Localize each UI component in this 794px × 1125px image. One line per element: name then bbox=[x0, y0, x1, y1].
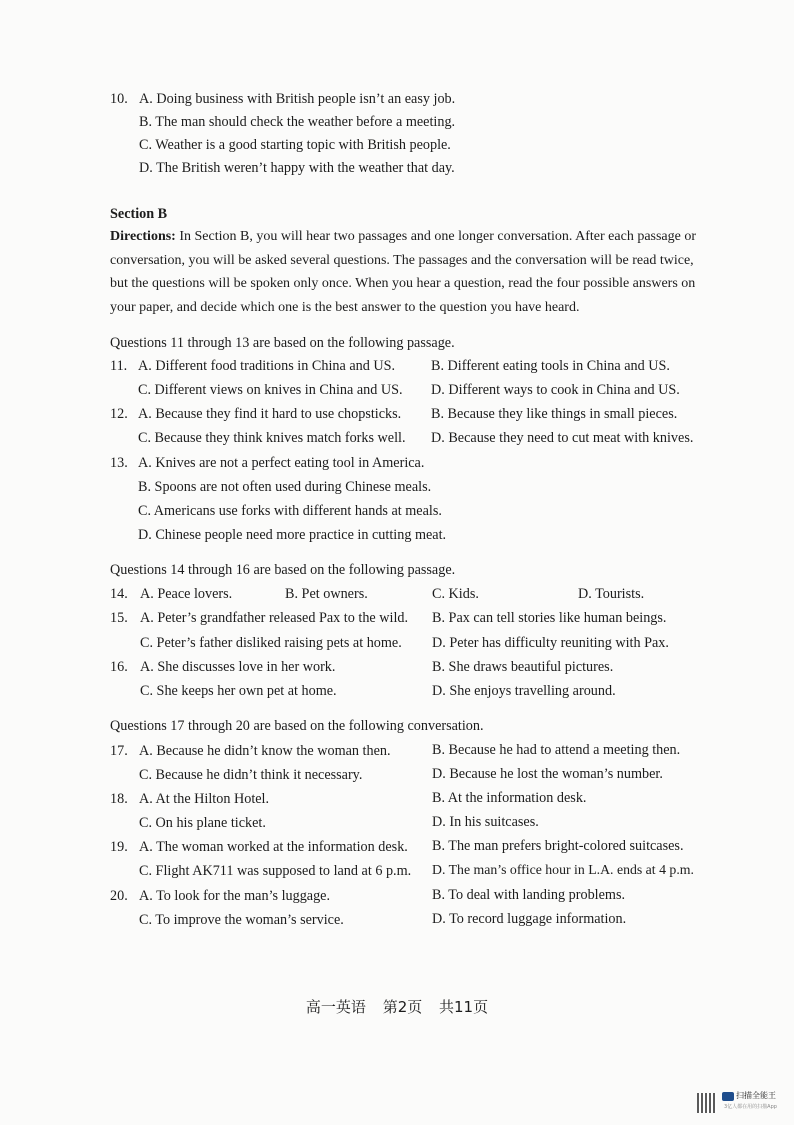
question-number: 14. bbox=[110, 586, 128, 602]
option-c: C. Kids. bbox=[432, 586, 479, 602]
question-number: 15. bbox=[110, 610, 128, 626]
option-a: A. The woman worked at the information desk. bbox=[139, 839, 408, 855]
option-b: B. The man should check the weather before a meeting. bbox=[139, 114, 456, 130]
option-b: B. She draws beautiful pictures. bbox=[432, 659, 614, 675]
option-d: D. To record luggage information. bbox=[432, 911, 627, 927]
option-d: D. Different ways to cook in China and US. bbox=[431, 382, 680, 398]
option-a: A. Doing business with British people isn’t an easy job. bbox=[139, 91, 456, 107]
option-c: C. Because he didn’t think it necessary. bbox=[139, 767, 363, 783]
qr-code-icon bbox=[697, 1093, 717, 1113]
option-a: A. Knives are not a perfect eating tool in America. bbox=[138, 455, 425, 471]
question-number: 16. bbox=[110, 659, 128, 675]
option-b: B. At the information desk. bbox=[432, 790, 587, 806]
group-intro: Questions 14 through 16 are based on the following passage. bbox=[110, 562, 456, 578]
option-d: D. Because they need to cut meat with knives. bbox=[431, 430, 694, 446]
question-number: 18. bbox=[110, 791, 128, 807]
option-b: B. Spoons are not often used during Chinese meals. bbox=[138, 479, 432, 495]
page-footer bbox=[0, 996, 794, 1017]
question-number: 13. bbox=[110, 455, 128, 471]
footer-total: 共11页 bbox=[439, 998, 489, 1016]
option-b: B. To deal with landing problems. bbox=[432, 887, 626, 903]
option-d: D. Tourists. bbox=[578, 586, 645, 602]
group-intro: Questions 11 through 13 are based on the following passage. bbox=[110, 335, 455, 351]
option-d: D. Chinese people need more practice in cutting meat. bbox=[138, 527, 447, 543]
option-c: C. She keeps her own pet at home. bbox=[140, 683, 337, 699]
watermark-brand: 扫描全能王 bbox=[736, 1091, 776, 1100]
option-b: B. Pax can tell stories like human beings. bbox=[432, 610, 667, 626]
option-a: A. At the Hilton Hotel. bbox=[139, 791, 270, 807]
option-c: C. To improve the woman’s service. bbox=[139, 912, 344, 928]
directions-text: In Section B, you will hear two passages and one longer conversation. After each passage or conversation, you will be asked several questions. The passages and the conversation will be read twice, but the questions will be spoken only once. When you hear a question, read the four possible answers on your paper, and decide which one is the best answer to the question you have heard. bbox=[110, 229, 697, 315]
option-d: D. Peter has difficulty reuniting with Pax. bbox=[432, 635, 669, 651]
scanner-logo-icon bbox=[722, 1092, 734, 1101]
option-a: A. Different food traditions in China and US. bbox=[138, 358, 396, 374]
directions bbox=[110, 225, 700, 319]
option-c: C. Peter’s father disliked raising pets at home. bbox=[140, 635, 402, 651]
option-c: C. Americans use forks with different hands at meals. bbox=[138, 503, 442, 519]
option-a: A. To look for the man’s luggage. bbox=[139, 888, 331, 904]
question-number: 19. bbox=[110, 839, 128, 855]
option-a: A. She discusses love in her work. bbox=[140, 659, 336, 675]
option-b: B. The man prefers bright-colored suitcases. bbox=[432, 838, 684, 854]
option-a: A. Peter’s grandfather released Pax to the wild. bbox=[140, 610, 409, 626]
option-b: B. Pet owners. bbox=[285, 586, 368, 602]
directions-label: Directions: bbox=[110, 229, 176, 244]
question-number: 17. bbox=[110, 743, 128, 759]
option-b: B. Because they like things in small pieces. bbox=[431, 406, 678, 422]
option-d: D. Because he lost the woman’s number. bbox=[432, 766, 663, 782]
watermark-tagline: 3亿人都在用的扫描App bbox=[724, 1104, 777, 1110]
footer-page: 第2页 bbox=[382, 998, 423, 1016]
question-number: 20. bbox=[110, 888, 128, 904]
group-intro: Questions 17 through 20 are based on the following conversation. bbox=[110, 718, 484, 734]
option-d: D. She enjoys travelling around. bbox=[432, 683, 616, 699]
option-b: B. Because he had to attend a meeting then. bbox=[432, 742, 681, 758]
option-c: C. Because they think knives match forks well. bbox=[138, 430, 406, 446]
question-number: 11. bbox=[110, 358, 128, 374]
question-number: 12. bbox=[110, 406, 128, 422]
option-c: C. Flight AK711 was supposed to land at 6 p.m. bbox=[139, 863, 412, 879]
option-b: B. Different eating tools in China and US. bbox=[431, 358, 670, 374]
option-a: A. Peace lovers. bbox=[140, 586, 233, 602]
scanner-watermark bbox=[722, 1090, 784, 1114]
option-c: C. Different views on knives in China and US. bbox=[138, 382, 403, 398]
option-a: A. Because he didn’t know the woman then. bbox=[139, 743, 391, 759]
option-c: C. Weather is a good starting topic with British people. bbox=[139, 137, 451, 153]
footer-subject: 高一英语 bbox=[305, 998, 366, 1016]
question-number: 10. bbox=[110, 91, 128, 107]
option-d: D. In his suitcases. bbox=[432, 814, 539, 830]
option-d: D. The British weren’t happy with the weather that day. bbox=[139, 160, 455, 176]
option-a: A. Because they find it hard to use chopsticks. bbox=[138, 406, 402, 422]
section-title: Section B bbox=[110, 206, 168, 222]
option-d: D. The man’s office hour in L.A. ends at 4 p.m. bbox=[432, 862, 694, 877]
option-c: C. On his plane ticket. bbox=[139, 815, 266, 831]
